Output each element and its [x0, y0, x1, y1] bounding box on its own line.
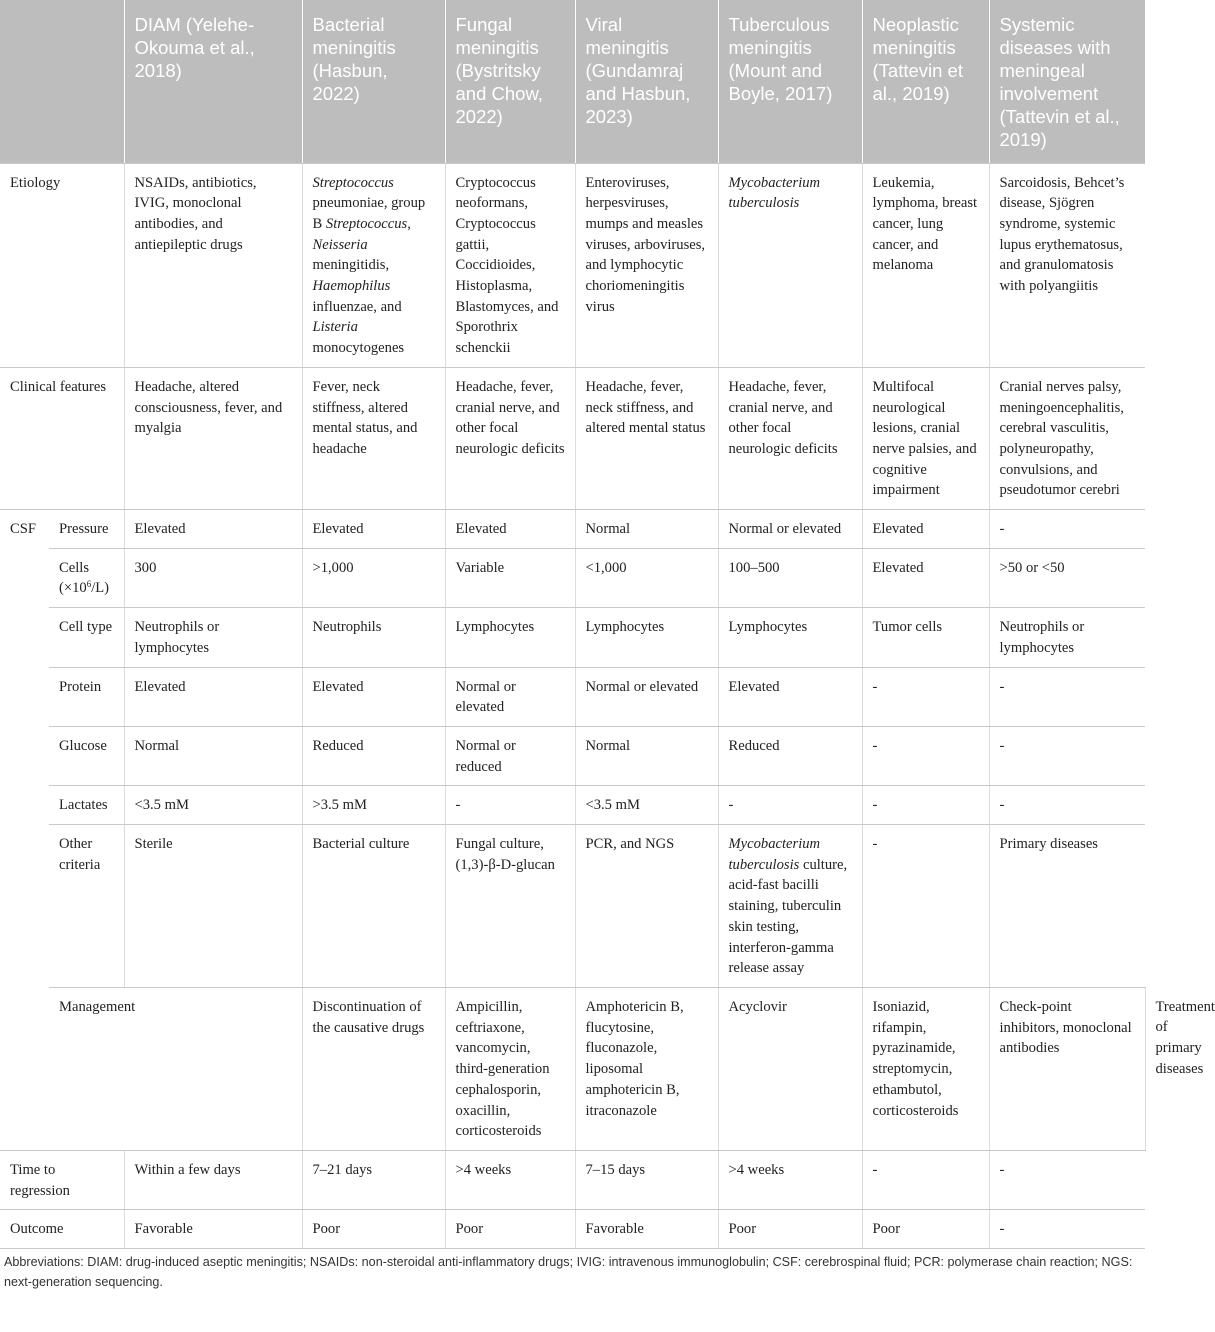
row-cell-type — [0, 608, 1145, 667]
row-label-cell-type: Cell type — [49, 608, 124, 667]
row-label-other-criteria: Other criteria — [49, 825, 124, 988]
cell-other-bacterial: Bacterial culture — [302, 825, 445, 988]
cell-celltype-systemic: Neutrophils or lymphocytes — [989, 608, 1145, 667]
header-viral: Viral meningitis (Gundamraj and Hasbun, 2023) — [575, 0, 718, 163]
header-neoplastic: Neoplastic meningitis (Tattevin et al., 2019) — [862, 0, 989, 163]
text-italic: Streptococcus — [325, 215, 408, 232]
row-label-csf: CSF — [0, 510, 49, 1151]
row-cells — [0, 548, 1145, 607]
cell-pressure-viral: Normal — [575, 510, 718, 549]
cell-pressure-bacterial: Elevated — [302, 510, 445, 549]
cell-regression-systemic: - — [989, 1150, 1145, 1209]
cell-protein-diam: Elevated — [124, 667, 302, 726]
row-label-clinical-features: Clinical features — [0, 367, 124, 509]
cell-etiology-viral: Enteroviruses, herpesviruses, mumps and measles viruses, arboviruses, and lymphocytic choriomeningitis virus — [575, 163, 718, 367]
text-italic: Mycobacterium tuberculosis — [728, 174, 821, 212]
text: influenzae, and — [312, 298, 402, 315]
row-label-lactates: Lactates — [49, 786, 124, 825]
row-management: Management Discontinuation of the causative drugs Ampicillin, ceftriaxone, vancomycin, third-generation cephalosporin, oxacillin, corticosteroids Amphotericin B, flucytosine, fluconazole, liposomal amphotericin B, itraconazole Acyclovir Isoniazid, rifampin, pyrazinamide, streptomycin, ethambutol, corticosteroids Check-point inhibitors, monoclonal antibodies Treatment of primary diseases — [0, 988, 1145, 1151]
cell-regression-fungal: >4 weeks — [445, 1150, 575, 1209]
cell-glucose-systemic: - — [989, 726, 1145, 785]
cell-outcome-diam: Favorable — [124, 1210, 302, 1249]
row-other-criteria — [0, 825, 1145, 988]
cell-pressure-diam: Elevated — [124, 510, 302, 549]
text: meningitidis, — [312, 257, 390, 274]
cell-protein-tuberculous: Elevated — [718, 667, 862, 726]
cell-outcome-neoplastic: Poor — [862, 1210, 989, 1249]
cell-other-diam: Sterile — [124, 825, 302, 988]
cell-pressure-systemic: - — [989, 510, 1145, 549]
cell-clinical-diam: Headache, altered consciousness, fever, and myalgia — [124, 367, 302, 509]
cell-glucose-viral: Normal — [575, 726, 718, 785]
cell-other-tuberculous — [718, 825, 862, 988]
cell-cells-tuberculous: 100–500 — [718, 548, 862, 607]
cell-lactates-systemic: - — [989, 786, 1145, 825]
cell-regression-viral: 7–15 days — [575, 1150, 718, 1209]
cell-lactates-diam: <3.5 mM — [124, 786, 302, 825]
cell-clinical-bacterial: Fever, neck stiffness, altered mental status, and headache — [302, 367, 445, 509]
cell-management-neoplastic: Check-point inhibitors, monoclonal antibodies — [989, 988, 1145, 1151]
row-label-pressure: Pressure — [49, 510, 124, 549]
row-label-management: Management — [49, 988, 302, 1151]
cell-lactates-neoplastic: - — [862, 786, 989, 825]
cell-etiology-diam: NSAIDs, antibiotics, IVIG, monoclonal antibodies, and antiepileptic drugs — [124, 163, 302, 367]
header-bacterial: Bacterial meningitis (Hasbun, 2022) — [302, 0, 445, 163]
row-clinical-features — [0, 367, 1145, 509]
cell-etiology-tuberculous — [718, 163, 862, 367]
table-footnote: Abbreviations: DIAM: drug-induced aseptic meningitis; NSAIDs: non-steroidal anti-inflammatory drugs; IVIG: intravenous immunoglobulin; CSF: cerebrospinal fluid; PCR: polymerase chain reaction; NGS: next-generation sequencing. — [4, 1255, 1133, 1290]
row-label-protein: Protein — [49, 667, 124, 726]
cell-protein-neoplastic: - — [862, 667, 989, 726]
cell-pressure-neoplastic: Elevated — [862, 510, 989, 549]
cell-outcome-bacterial: Poor — [302, 1210, 445, 1249]
row-label-glucose: Glucose — [49, 726, 124, 785]
cell-other-neoplastic: - — [862, 825, 989, 988]
row-lactates — [0, 786, 1145, 825]
cell-celltype-neoplastic: Tumor cells — [862, 608, 989, 667]
cell-pressure-fungal: Elevated — [445, 510, 575, 549]
text: culture, acid-fast bacilli staining, tuberculin skin testing, interferon-gamma release assay — [728, 856, 848, 977]
cell-lactates-tuberculous: - — [718, 786, 862, 825]
text: monocytogenes — [312, 340, 405, 357]
cell-regression-neoplastic: - — [862, 1150, 989, 1209]
row-label-cells — [49, 548, 124, 607]
cell-other-viral: PCR, and NGS — [575, 825, 718, 988]
header-tuberculous: Tuberculous meningitis (Mount and Boyle, 2017) — [718, 0, 862, 163]
cell-cells-bacterial: >1,000 — [302, 548, 445, 607]
cell-management-bacterial: Ampicillin, ceftriaxone, vancomycin, third-generation cephalosporin, oxacillin, corticosteroids — [445, 988, 575, 1151]
cell-management-fungal: Amphotericin B, flucytosine, fluconazole, liposomal amphotericin B, itraconazole — [575, 988, 718, 1151]
text-italic: Mycobacterium tuberculosis — [728, 836, 821, 873]
text: /L) — [91, 580, 110, 597]
row-pressure — [0, 510, 1145, 549]
cell-regression-tuberculous: >4 weeks — [718, 1150, 862, 1209]
cell-pressure-tuberculous: Normal or elevated — [718, 510, 862, 549]
cell-celltype-viral: Lymphocytes — [575, 608, 718, 667]
cell-cells-neoplastic: Elevated — [862, 548, 989, 607]
cell-cells-viral: <1,000 — [575, 548, 718, 607]
cell-etiology-neoplastic: Leukemia, lymphoma, breast cancer, lung cancer, and melanoma — [862, 163, 989, 367]
cell-outcome-viral: Favorable — [575, 1210, 718, 1249]
header-diam: DIAM (Yelehe-Okouma et al., 2018) — [124, 0, 302, 163]
cell-protein-viral: Normal or elevated — [575, 667, 718, 726]
cell-protein-systemic: - — [989, 667, 1145, 726]
header-fungal: Fungal meningitis (Bystritsky and Chow, 2022) — [445, 0, 575, 163]
cell-clinical-systemic: Cranial nerves palsy, meningoencephalitis, cerebral vasculitis, polyneuropathy, convulsions, and pseudotumor cerebri — [989, 367, 1145, 509]
cell-glucose-fungal: Normal or reduced — [445, 726, 575, 785]
cell-other-fungal: Fungal culture, (1,3)-β-D-glucan — [445, 825, 575, 988]
cell-etiology-systemic: Sarcoidosis, Behcet’s disease, Sjögren syndrome, systemic lupus erythematosus, and granulomatosis with polyangiitis — [989, 163, 1145, 367]
cell-outcome-fungal: Poor — [445, 1210, 575, 1249]
text-italic: Haemophilus — [312, 278, 391, 295]
row-glucose — [0, 726, 1145, 785]
cell-celltype-bacterial: Neutrophils — [302, 608, 445, 667]
text: , — [407, 215, 411, 232]
cell-protein-fungal: Normal or elevated — [445, 667, 575, 726]
text-italic: Neisseria — [312, 236, 368, 253]
cell-clinical-fungal: Headache, fever, cranial nerve, and other focal neurologic deficits — [445, 367, 575, 509]
text: (×10 — [59, 580, 87, 597]
cell-management-viral: Acyclovir — [718, 988, 862, 1151]
row-outcome — [0, 1210, 1145, 1249]
cell-cells-diam: 300 — [124, 548, 302, 607]
cell-lactates-fungal: - — [445, 786, 575, 825]
cell-cells-systemic: >50 or <50 — [989, 548, 1145, 607]
header-systemic: Systemic diseases with meningeal involvement (Tattevin et al., 2019) — [989, 0, 1145, 163]
row-label-outcome: Outcome — [0, 1210, 124, 1249]
cell-other-systemic: Primary diseases — [989, 825, 1145, 988]
row-etiology — [0, 163, 1145, 367]
header-blank — [0, 0, 124, 163]
header-row — [0, 0, 1145, 163]
cell-celltype-tuberculous: Lymphocytes — [718, 608, 862, 667]
cell-regression-bacterial: 7–21 days — [302, 1150, 445, 1209]
cell-lactates-bacterial: >3.5 mM — [302, 786, 445, 825]
cell-celltype-fungal: Lymphocytes — [445, 608, 575, 667]
cell-clinical-viral: Headache, fever, neck stiffness, and altered mental status — [575, 367, 718, 509]
cell-etiology-fungal: Cryptococcus neoformans, Cryptococcus gattii, Coccidioides, Histoplasma, Blastomyces, and Sporothrix schenckii — [445, 163, 575, 367]
row-label-etiology: Etiology — [0, 163, 124, 367]
text: pneumoniae, group B — [312, 195, 426, 232]
row-label-time-to-regression: Time to regression — [0, 1150, 124, 1209]
cell-celltype-diam: Neutrophils or lymphocytes — [124, 608, 302, 667]
cell-etiology-bacterial — [302, 163, 445, 367]
text: 6 — [86, 579, 92, 590]
cell-outcome-systemic: - — [989, 1210, 1145, 1249]
cell-glucose-bacterial: Reduced — [302, 726, 445, 785]
cell-protein-bacterial: Elevated — [302, 667, 445, 726]
cell-lactates-viral: <3.5 mM — [575, 786, 718, 825]
cell-management-tuberculous: Isoniazid, rifampin, pyrazinamide, streptomycin, ethambutol, corticosteroids — [862, 988, 989, 1151]
cell-outcome-tuberculous: Poor — [718, 1210, 862, 1249]
cell-regression-diam: Within a few days — [124, 1150, 302, 1209]
row-protein — [0, 667, 1145, 726]
cell-clinical-neoplastic: Multifocal neurological lesions, cranial nerve palsies, and cognitive impairment — [862, 367, 989, 509]
cell-clinical-tuberculous: Headache, fever, cranial nerve, and other focal neurologic deficits — [718, 367, 862, 509]
text-italic: Streptococcus — [312, 174, 394, 191]
cell-management-diam: Discontinuation of the causative drugs — [302, 988, 445, 1151]
row-time-to-regression — [0, 1150, 1145, 1209]
cell-glucose-neoplastic: - — [862, 726, 989, 785]
cell-glucose-tuberculous: Reduced — [718, 726, 862, 785]
text-italic: Listeria — [312, 319, 358, 336]
cell-glucose-diam: Normal — [124, 726, 302, 785]
text: Cells — [59, 559, 89, 576]
cell-cells-fungal: Variable — [445, 548, 575, 607]
